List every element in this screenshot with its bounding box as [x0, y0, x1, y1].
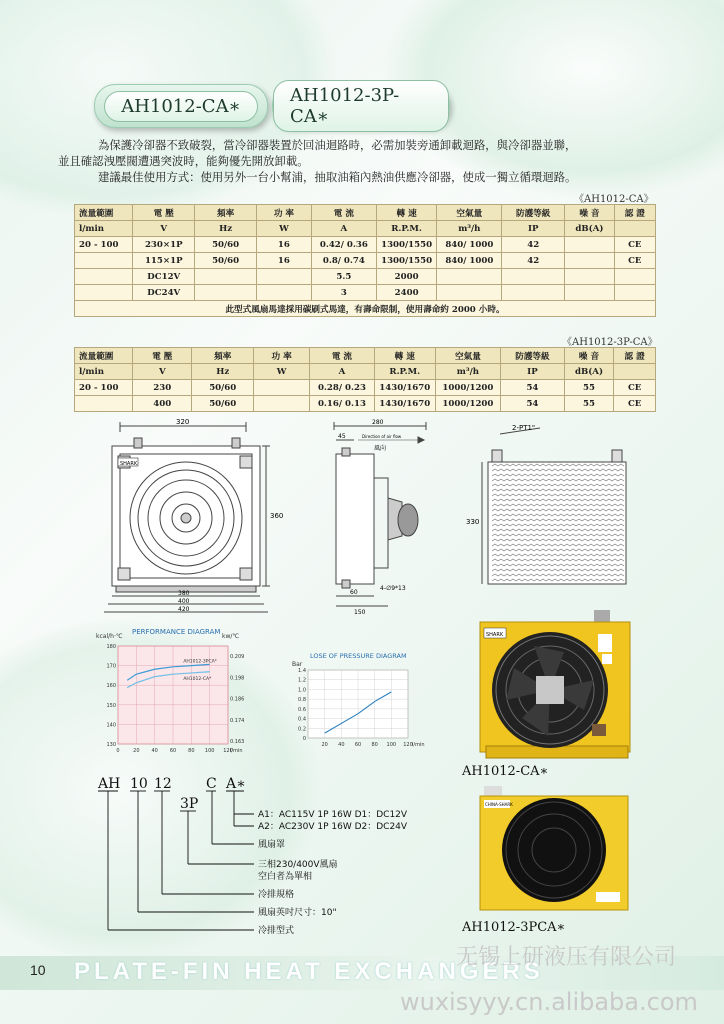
- table-cell: 50/60: [195, 253, 256, 269]
- table-cell: [75, 285, 133, 301]
- y-tick-label: 0.6: [298, 706, 306, 713]
- model-title: AH1012-CA∗: [104, 91, 258, 122]
- tag-text: SHARK: [120, 461, 138, 467]
- flow-label: Direction of air flow: [362, 434, 402, 439]
- table-caption: 《AH1012-CA》: [574, 194, 654, 205]
- table-cell: V: [133, 221, 195, 237]
- table-cell: l/min: [75, 364, 133, 380]
- code-part: C: [206, 776, 217, 792]
- x-unit-label: l/min: [230, 748, 243, 754]
- dim-label: 60: [350, 589, 358, 596]
- table-cell: 電 壓: [133, 205, 195, 221]
- table-cell: IP: [502, 221, 565, 237]
- table-cell: IP: [501, 364, 565, 380]
- spec-table-3p: [74, 347, 656, 412]
- brand-label: CHINA-SHARK: [485, 802, 513, 807]
- y-tick-label-right: 0.174: [230, 717, 245, 724]
- table-cell: 230×1P: [133, 237, 195, 253]
- table-cell: 1430/1670: [374, 396, 435, 412]
- product-photo-ca: [474, 606, 640, 764]
- table-cell: 2400: [376, 285, 437, 301]
- x-tick-label: 40: [151, 748, 158, 754]
- y-tick-label: 1.4: [298, 668, 306, 674]
- table-cell: 空氣量: [435, 348, 501, 364]
- table-cell: 1430/1670: [374, 380, 435, 396]
- y-tick-label: 0.2: [298, 726, 306, 733]
- model-pill-3p: [272, 84, 450, 128]
- table-cell: [75, 253, 133, 269]
- x-tick-label: 100: [204, 748, 215, 754]
- table-cell: 0.16/ 0.13: [310, 396, 375, 412]
- table-cell: 54: [501, 380, 565, 396]
- table-cell: [502, 285, 565, 301]
- table-cell: [614, 269, 655, 285]
- table-cell: V: [133, 364, 192, 380]
- code-legend-line: 風扇英吋尺寸：10": [258, 908, 337, 918]
- table-note: 此型式風扇馬達採用碳刷式馬達，有壽命限制，使用壽命約 2000 小時。: [75, 301, 656, 317]
- code-legend-line: 三相230/400V風扇: [258, 860, 338, 870]
- code-legend-line: A2：AC230V 1P 16W D2：DC24V: [258, 822, 408, 832]
- table-cell: CE: [614, 237, 655, 253]
- x-tick-label: 80: [371, 742, 378, 748]
- y-tick-label: 0: [302, 736, 306, 742]
- dim-label: 150: [354, 609, 366, 616]
- watermark-cn: 无锡上研液压有限公司: [456, 945, 677, 970]
- table-cell: [75, 269, 133, 285]
- y-tick-label: 150: [106, 702, 116, 709]
- pressure-chart-title: LOSE OF PRESSURE DIAGRAM: [310, 652, 407, 660]
- table-cell: 5.5: [312, 269, 377, 285]
- table-cell: 16: [256, 237, 311, 253]
- table-cell: 50/60: [192, 380, 254, 396]
- x-tick-label: 20: [321, 742, 328, 748]
- table-cell: 轉 速: [374, 348, 435, 364]
- table-cell: dB(A): [565, 221, 614, 237]
- dim-label: 330: [466, 518, 480, 526]
- code-legend-line: 空白者為單相: [258, 872, 313, 882]
- table-cell: DC24V: [133, 285, 195, 301]
- table-cell: 20 - 100: [75, 237, 133, 253]
- table-cell: dB(A): [564, 364, 614, 380]
- table-cell: 電 流: [310, 348, 375, 364]
- table-cell: CE: [614, 396, 656, 412]
- table-cell: 防護等級: [502, 205, 565, 221]
- code-legend-line: 風扇罩: [258, 840, 286, 850]
- table-cell: [565, 237, 614, 253]
- table-caption: 《AH1012-3P-CA》: [562, 337, 658, 348]
- dim-label: 320: [176, 418, 190, 426]
- table-cell: 功 率: [256, 205, 311, 221]
- table-cell: 認 證: [614, 348, 656, 364]
- y-tick-label: 170: [106, 663, 116, 670]
- table-cell: 1000/1200: [435, 396, 501, 412]
- table-cell: 認 證: [614, 205, 655, 221]
- table-cell: 230: [133, 380, 192, 396]
- table-cell: 115×1P: [133, 253, 195, 269]
- y-tick-label: 1.0: [298, 687, 306, 694]
- table-cell: 0.8/ 0.74: [312, 253, 377, 269]
- table-cell: 電 壓: [133, 348, 192, 364]
- table-cell: 55: [564, 380, 614, 396]
- table-cell: m³/h: [437, 221, 502, 237]
- x-tick-label: 20: [133, 748, 140, 754]
- code-legend-line: 冷排型式: [258, 926, 295, 936]
- y-tick-label-right: 0.198: [230, 675, 245, 682]
- dim-label: 380: [178, 590, 190, 597]
- intro-text: [58, 137, 668, 185]
- table-row: [75, 285, 656, 301]
- code-part: A∗: [226, 776, 246, 792]
- y-tick-label: 160: [106, 683, 116, 690]
- page-number: 10: [30, 962, 46, 978]
- dim-label: 360: [270, 512, 284, 520]
- photo-caption: AH1012-CA∗: [462, 764, 549, 779]
- table-cell: 2000: [376, 269, 437, 285]
- table-cell: DC12V: [133, 269, 195, 285]
- code-part: 10: [130, 776, 148, 792]
- x-tick-label: 0: [116, 748, 120, 754]
- table-cell: [437, 269, 502, 285]
- intro-line: 並且確認洩壓閥遭遇突波時，能夠優先開放卸載。: [58, 154, 309, 168]
- table-cell: [565, 269, 614, 285]
- y-tick-label: 1.2: [298, 677, 306, 684]
- x-tick-label: 40: [338, 742, 345, 748]
- table-cell: Hz: [192, 364, 254, 380]
- table-cell: CE: [614, 380, 656, 396]
- y-tick-label: 130: [106, 742, 116, 748]
- table-cell: [195, 269, 256, 285]
- side-view-drawing: [322, 418, 434, 616]
- table-row: [75, 269, 656, 285]
- table-cell: 頻率: [192, 348, 254, 364]
- perf-ylabel-left: kcal/h·℃: [96, 633, 123, 640]
- intro-line: 為保護冷卻器不致破裂，當冷卻器裝置於回油迴路時，必需加裝旁通卸載迴路，與冷卻器並聯，: [98, 138, 577, 152]
- table-cell: 流量範圍: [75, 205, 133, 221]
- dim-label: 280: [372, 419, 384, 426]
- table-cell: W: [254, 364, 310, 380]
- table-header-row: [75, 205, 656, 221]
- table-cell: 轉 速: [376, 205, 437, 221]
- table-cell: A: [310, 364, 375, 380]
- table-cell: [565, 285, 614, 301]
- table-row: [75, 253, 656, 269]
- flow-label-cn: 風向: [374, 445, 387, 452]
- table-cell: 頻率: [195, 205, 256, 221]
- table-cell: W: [256, 221, 311, 237]
- series-label: AH1012-CA*: [183, 676, 212, 682]
- model-code-diagram: [96, 770, 446, 946]
- watermark-url: wuxisyyy.cn.alibaba.com: [400, 988, 698, 1016]
- table-cell: 3: [312, 285, 377, 301]
- table-row: [75, 237, 656, 253]
- table-cell: 電 流: [312, 205, 377, 221]
- dim-label: 45: [338, 433, 346, 440]
- table-cell: 1300/1550: [376, 253, 437, 269]
- table-cell: 42: [502, 237, 565, 253]
- table-cell: Hz: [195, 221, 256, 237]
- y-tick-label: 0.4: [298, 716, 306, 723]
- table-cell: [75, 396, 133, 412]
- performance-chart: [96, 624, 256, 754]
- perf-ylabel-right: kw/℃: [222, 633, 240, 640]
- table-cell: 空氣量: [437, 205, 502, 221]
- x-tick-label: 120: [223, 748, 233, 754]
- table-note-row: [75, 301, 656, 317]
- table-row: [75, 396, 656, 412]
- table-cell: [254, 380, 310, 396]
- table-cell: 0.42/ 0.36: [312, 237, 377, 253]
- table-cell: 1000/1200: [435, 380, 501, 396]
- dim-label: 400: [178, 598, 190, 605]
- table-cell: R.P.M.: [374, 364, 435, 380]
- pressure-ylabel: Bar: [292, 661, 303, 668]
- table-cell: R.P.M.: [376, 221, 437, 237]
- table-cell: [437, 285, 502, 301]
- model-title: AH1012-3P-CA∗: [273, 80, 449, 132]
- table-header-row: [75, 364, 656, 380]
- table-cell: 功 率: [254, 348, 310, 364]
- footer-title: PLATE-FIN HEAT EXCHANGERS: [74, 958, 544, 985]
- table-cell: [565, 253, 614, 269]
- code-legend-line: 冷排規格: [258, 890, 295, 900]
- table-header-row: [75, 348, 656, 364]
- table-cell: 840/ 1000: [437, 237, 502, 253]
- table-cell: 50/60: [192, 396, 254, 412]
- table-cell: [614, 364, 656, 380]
- y-tick-label-right: 0.209: [230, 654, 245, 660]
- table-cell: 16: [256, 253, 311, 269]
- table-cell: CE: [614, 253, 655, 269]
- table-cell: [614, 285, 655, 301]
- table-cell: 50/60: [195, 237, 256, 253]
- perf-chart-title: PERFORMANCE DIAGRAM: [132, 628, 221, 636]
- table-cell: 42: [502, 253, 565, 269]
- brand-label: SHARK: [486, 632, 504, 638]
- table-cell: 54: [501, 396, 565, 412]
- y-tick-label-right: 0.186: [230, 696, 245, 703]
- table-cell: 1300/1550: [376, 237, 437, 253]
- table-cell: 20 - 100: [75, 380, 133, 396]
- code-legend-line: A1：AC115V 1P 16W D1：DC12V: [258, 810, 408, 820]
- dim-label: 420: [178, 606, 190, 613]
- table-cell: 噪 音: [565, 205, 614, 221]
- table-cell: 流量範圍: [75, 348, 133, 364]
- table-cell: 55: [564, 396, 614, 412]
- table-cell: [254, 396, 310, 412]
- table-cell: 防護等級: [501, 348, 565, 364]
- table-cell: m³/h: [435, 364, 501, 380]
- x-tick-label: 100: [386, 742, 397, 748]
- intro-line: 建議最佳使用方式：使用另外一台小幫浦，抽取油箱內熱油供應冷卻器，使成一獨立循環迴路。: [98, 170, 577, 184]
- spec-table-ca: [74, 204, 656, 317]
- table-cell: 840/ 1000: [437, 253, 502, 269]
- photo-caption: AH1012-3PCA∗: [462, 920, 566, 935]
- table-cell: [195, 285, 256, 301]
- pressure-chart: [286, 650, 436, 752]
- y-tick-label-right: 0.163: [230, 739, 245, 746]
- y-tick-label: 140: [106, 722, 116, 729]
- model-pill-ca: [94, 84, 268, 128]
- x-tick-label: 60: [354, 742, 362, 748]
- x-tick-label: 60: [169, 748, 177, 754]
- table-cell: 0.28/ 0.23: [310, 380, 375, 396]
- front-view-drawing: [98, 418, 288, 616]
- code-part: 3P: [180, 796, 199, 812]
- y-tick-label: 180: [106, 644, 116, 650]
- table-cell: [614, 221, 655, 237]
- x-tick-label: 80: [188, 748, 195, 754]
- table-row: [75, 380, 656, 396]
- table-cell: [256, 285, 311, 301]
- port-label: 2-PT1": [512, 424, 536, 432]
- back-view-drawing: [462, 420, 642, 590]
- holes-label: 4-∅9*13: [380, 585, 406, 592]
- table-header-row: [75, 221, 656, 237]
- table-cell: 400: [133, 396, 192, 412]
- footer-band: [0, 945, 724, 1016]
- code-part: 12: [154, 776, 172, 792]
- product-photo-3pca: [476, 784, 632, 916]
- table-cell: 噪 音: [564, 348, 614, 364]
- table-cell: A: [312, 221, 377, 237]
- series-label: AH1012-3PCA*: [183, 659, 217, 665]
- table-cell: [256, 269, 311, 285]
- x-tick-label: 120: [403, 742, 413, 748]
- y-tick-label: 0.8: [298, 697, 306, 704]
- table-cell: l/min: [75, 221, 133, 237]
- code-part: AH: [98, 776, 121, 792]
- x-unit-label: l/min: [412, 742, 425, 748]
- table-cell: [502, 269, 565, 285]
